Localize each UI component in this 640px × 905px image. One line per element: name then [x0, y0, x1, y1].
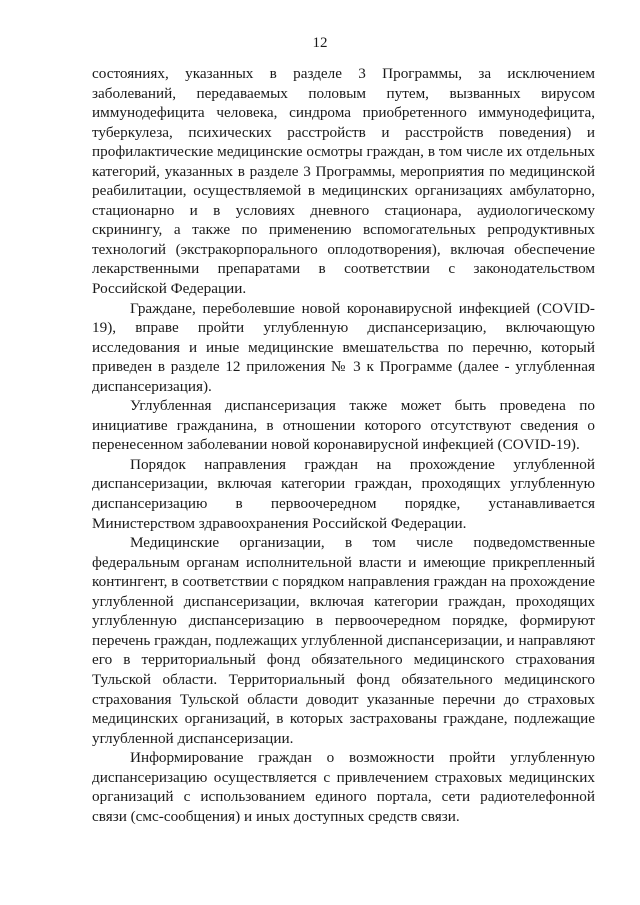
document-body	[92, 64, 595, 826]
paragraph-covid-recovered: Граждане, переболевшие новой коронавирусной инфекцией (COVID-19), вправе пройти углубленную диспансеризацию, включающую исследования и иные медицинские вмешательства по перечню, который приведен в разделе 12 приложения № 3 к Программе (далее - углубленная диспансеризация).	[92, 299, 595, 395]
page-number: 12	[312, 35, 328, 51]
paragraph-continued: состояниях, указанных в разделе 3 Программы, за исключением заболеваний, передаваемых половым путем, вызванных вирусом иммунодефицита человека, синдрома приобретенного иммунодефицита, туберкулеза, психических расстройств и расстройств поведения) и профилактические медицинские осмотры граждан, в том числе их отдельных категорий, указанных в разделе 3 Программы, мероприятия по медицинской реабилитации, осуществляемой в медицинских организациях амбулаторно, стационарно и в условиях дневного стационара, аудиологическому скринингу, а также по применению вспомогательных репродуктивных технологий (экстракорпорального оплодотворения), включая обеспечение лекарственными препаратами в соответствии с законодательством Российской Федерации.	[92, 65, 595, 298]
paragraph-informing-citizens: Информирование граждан о возможности пройти углубленную диспансеризацию осуществляется с привлечением страховых медицинских организаций с использованием единого портала, сети радиотелефонной связи (смс-сообщения) и иных доступных средств связи.	[92, 749, 595, 825]
paragraph-referral-procedure: Порядок направления граждан на прохождение углубленной диспансеризации, включая категории граждан, проходящих углубленную диспансеризацию в первоочередном порядке, устанавливается Министерством здравоохранения Российской Федерации.	[92, 455, 595, 532]
paragraph-medical-organizations: Медицинские организации, в том числе подведомственные федеральным органам исполнительной власти и имеющие прикрепленный контингент, в соответствии с порядком направления граждан на прохождение углубленной диспансеризации, включая категории граждан, проходящих углубленную диспансеризацию в первоочередном порядке, формируют перечень граждан, подлежащих углубленной диспансеризации, и направляют его в территориальный фонд обязательного медицинского страхования Тульской области. Территориальный фонд обязательного медицинского страхования Тульской области доводит указанные перечни до страховых медицинских организаций, в которых застрахованы граждане, подлежащие углубленной диспансеризации.	[92, 534, 595, 747]
paragraph-citizen-initiative: Углубленная диспансеризация также может быть проведена по инициативе гражданина, в отношении которого отсутствуют сведения о перенесенном заболевании новой коронавирусной инфекцией (COVID-19).	[92, 397, 595, 454]
